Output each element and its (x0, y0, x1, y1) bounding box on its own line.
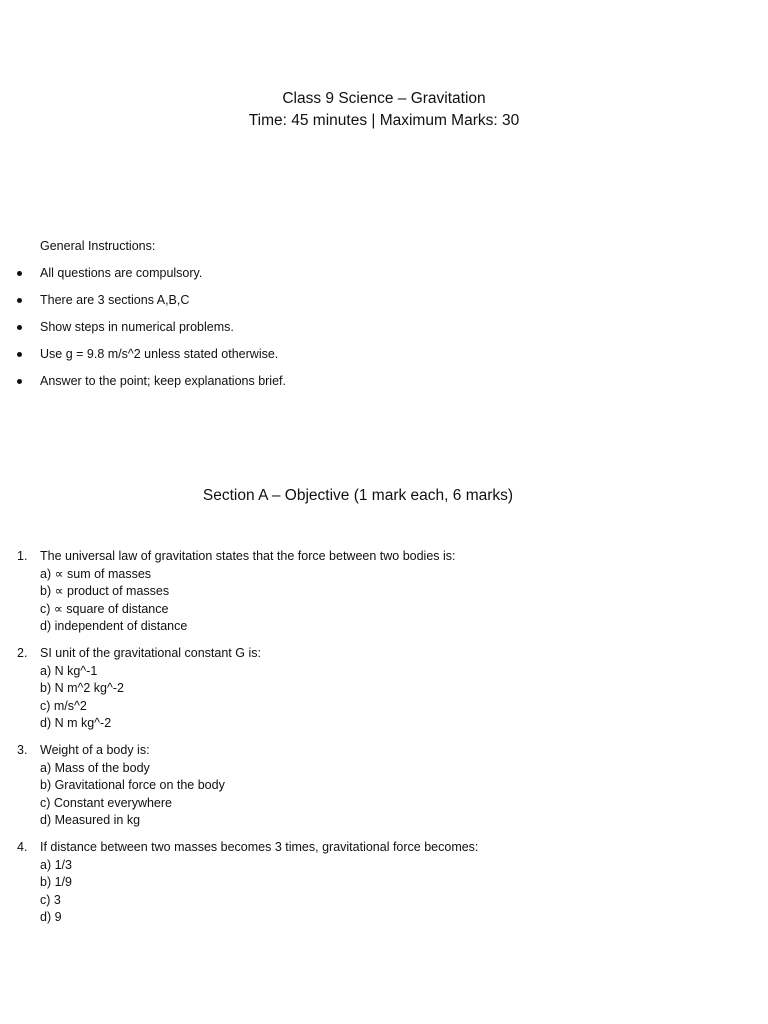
instructions-list (0, 264, 768, 390)
question-option: c) 3 (40, 892, 61, 907)
instruction-text: All questions are compulsory. (40, 266, 203, 280)
instruction-item (0, 372, 768, 390)
question-option: b) N m^2 kg^-2 (40, 681, 124, 696)
question-option: b) Gravitational force on the body (40, 778, 225, 793)
question-option: b) 1/9 (40, 875, 72, 890)
instruction-text: Use g = 9.8 m/s^2 unless stated otherwise. (40, 347, 279, 361)
instruction-text: Answer to the point; keep explanations brief. (40, 374, 286, 388)
question-option: c) Constant everywhere (40, 795, 173, 810)
question-number: 3. (17, 742, 28, 757)
document-title: Class 9 Science – Gravitation (282, 90, 486, 107)
document-subtitle: Time: 45 minutes | Maximum Marks: 30 (248, 112, 520, 129)
question-option: a) Mass of the body (40, 760, 150, 775)
question-option: a) 1/3 (40, 857, 72, 872)
instruction-item (0, 345, 768, 363)
question-number: 1. (17, 549, 28, 563)
question-number: 2. (17, 645, 28, 660)
instruction-item (0, 264, 768, 282)
question-item (0, 645, 768, 733)
instruction-item (0, 318, 768, 336)
question-option: a) ∝ sum of masses (40, 566, 152, 581)
question-option: c) m/s^2 (40, 698, 87, 713)
section-a-title: Section A – Objective (1 mark each, 6 marks) (202, 487, 514, 504)
question-list (0, 548, 768, 936)
question-number: 4. (17, 839, 28, 854)
instruction-text: Show steps in numerical problems. (40, 320, 234, 334)
bullet-icon (17, 271, 22, 276)
question-option: d) independent of distance (40, 619, 188, 634)
bullet-icon (17, 352, 22, 357)
question-stem: If distance between two masses becomes 3 times, gravitational force becomes: (40, 839, 479, 854)
question-option: b) ∝ product of masses (40, 584, 170, 599)
question-stem: Weight of a body is: (40, 742, 150, 757)
question-stem: The universal law of gravitation states that the force between two bodies is: (40, 549, 456, 563)
question-option: a) N kg^-1 (40, 663, 98, 678)
question-option: d) Measured in kg (40, 813, 141, 828)
question-stem: SI unit of the gravitational constant G is: (40, 645, 261, 660)
instruction-text: There are 3 sections A,B,C (40, 293, 190, 307)
general-instructions (0, 237, 768, 390)
bullet-icon (17, 379, 22, 384)
question-option: c) ∝ square of distance (40, 601, 169, 616)
bullet-icon (17, 325, 22, 330)
question-option: d) N m kg^-2 (40, 716, 112, 731)
instructions-heading: General Instructions: (40, 239, 156, 253)
question-option: d) 9 (40, 910, 62, 925)
question-item (0, 548, 768, 636)
bullet-icon (17, 298, 22, 303)
question-item (0, 742, 768, 830)
instruction-item (0, 291, 768, 309)
question-item (0, 839, 768, 927)
document-header (0, 88, 768, 132)
